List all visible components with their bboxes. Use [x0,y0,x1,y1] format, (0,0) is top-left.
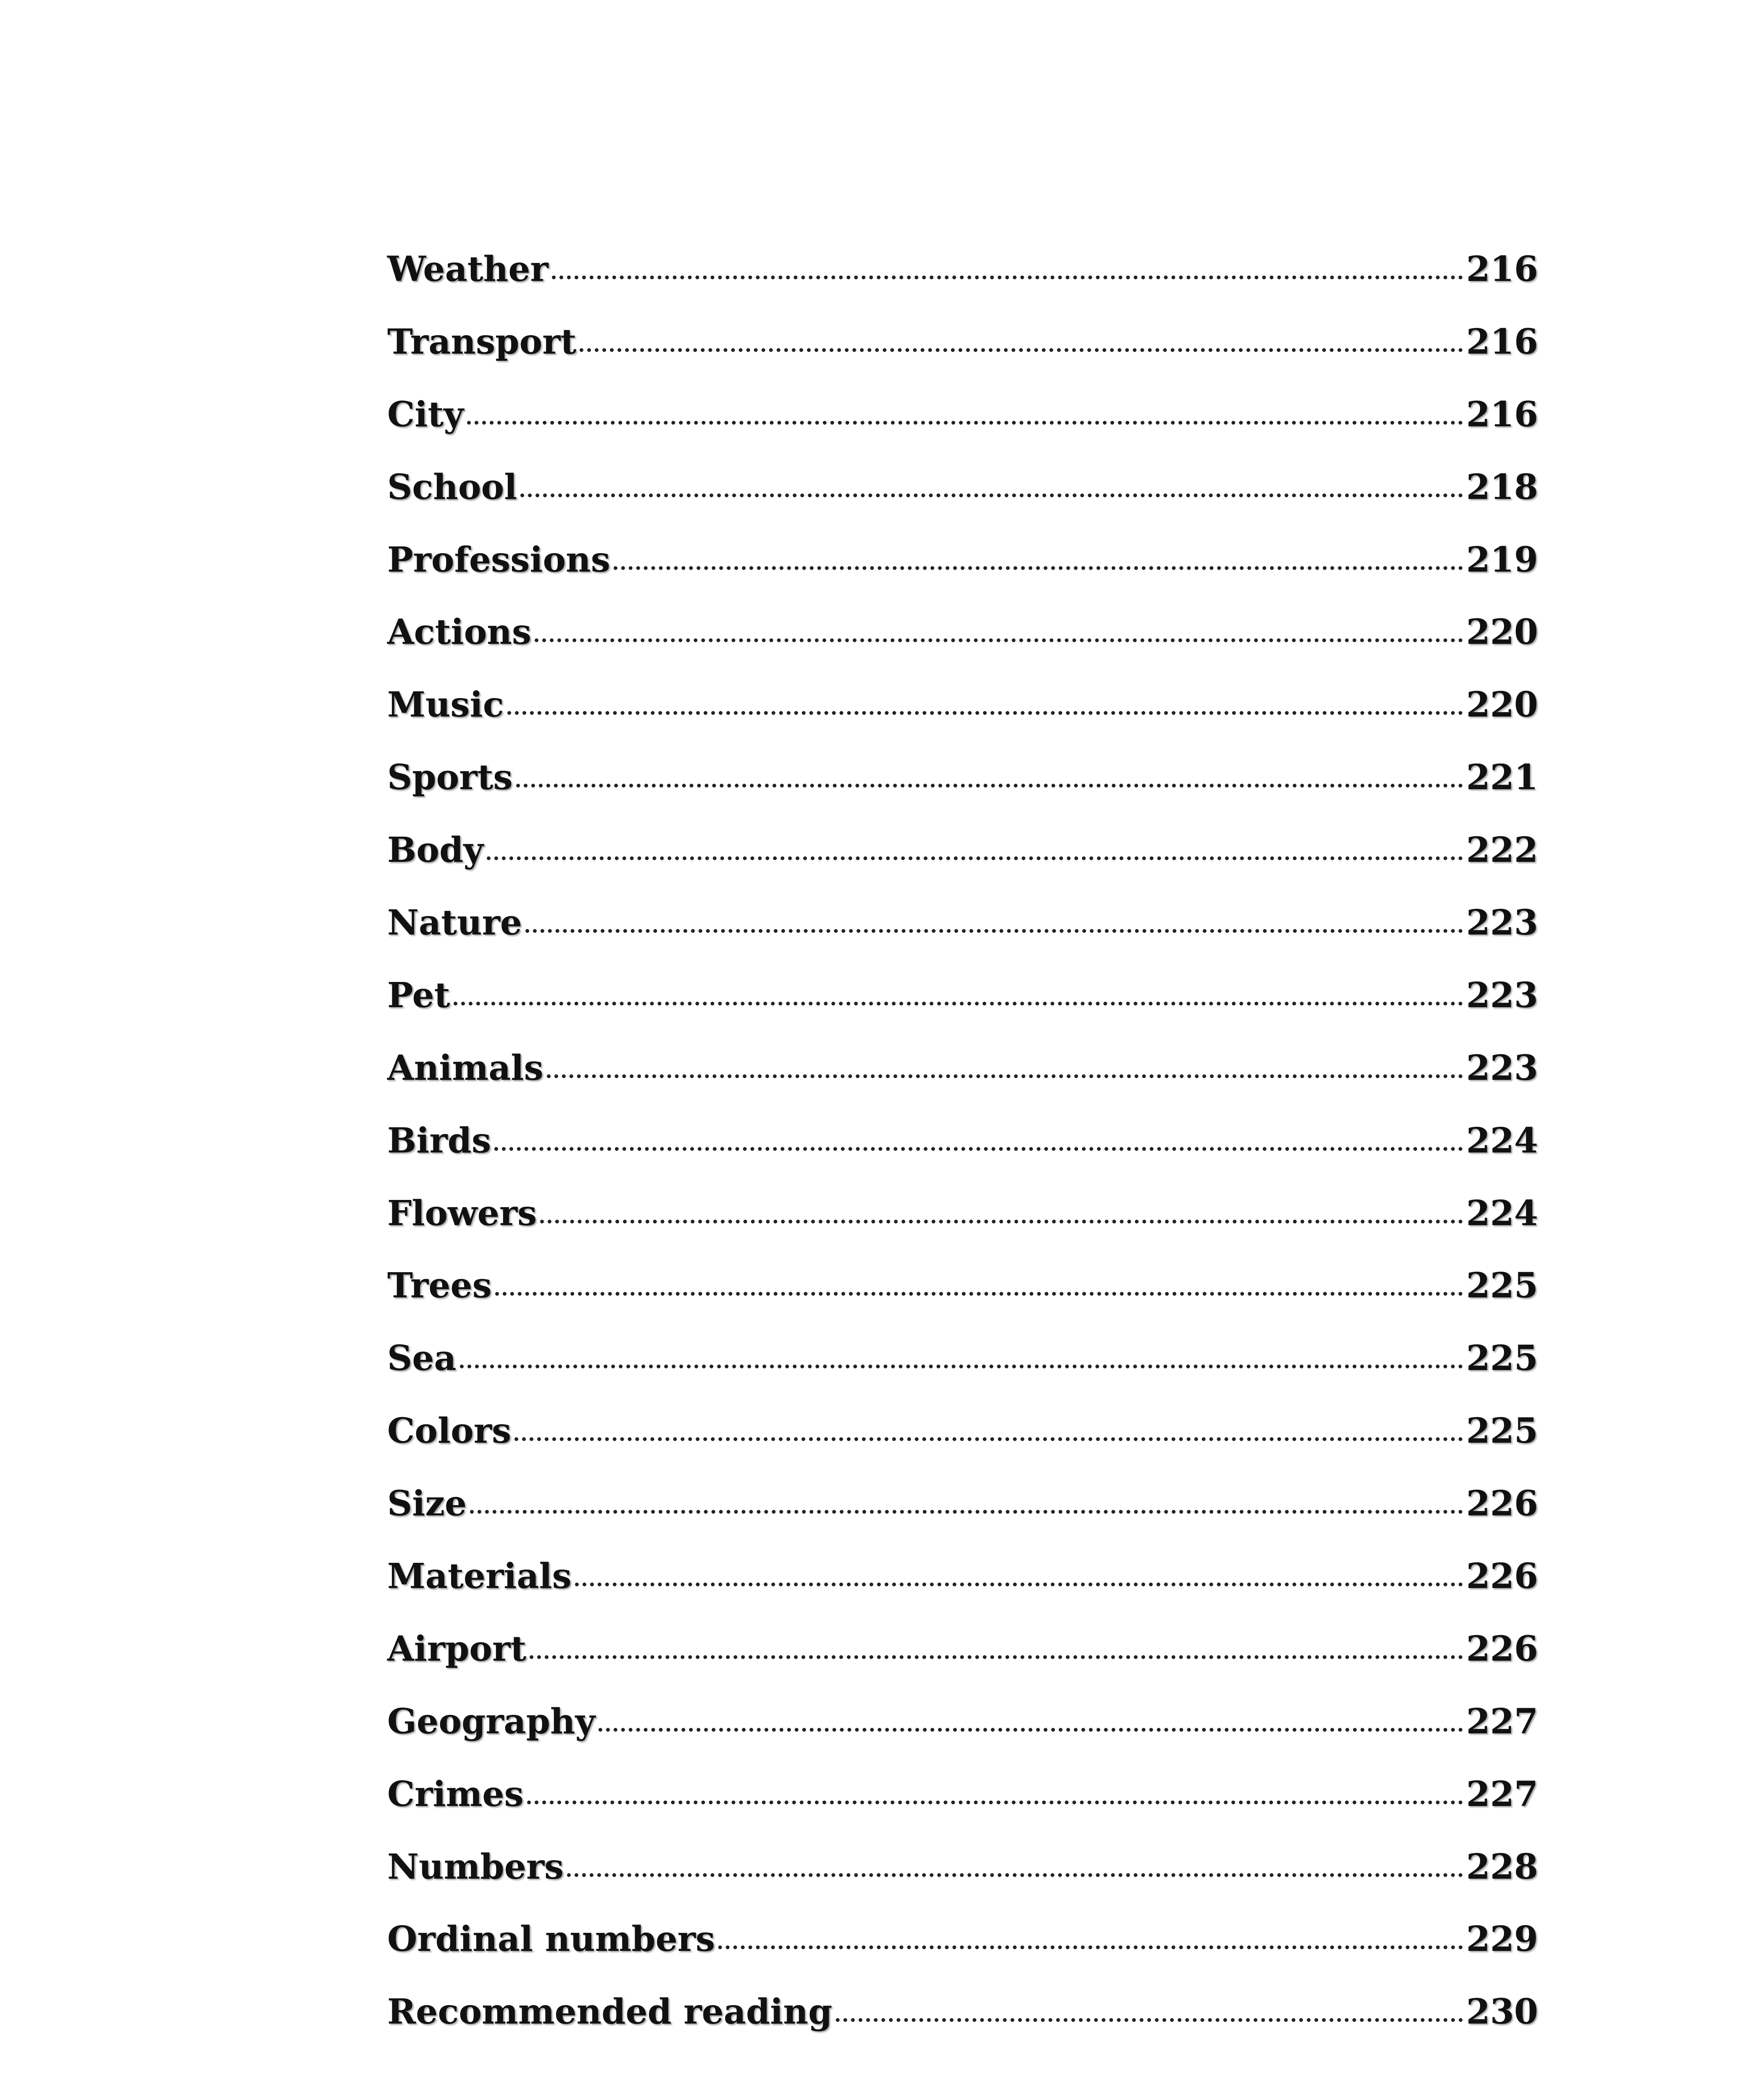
toc-entry-title: Airport [387,1628,527,1669]
toc-entry[interactable] [387,1992,1538,2067]
dot-leader [540,1220,1463,1223]
toc-entry-page-number: 229 [1466,1919,1538,1960]
dot-leader [514,1437,1463,1441]
toc-entry-page-number: 219 [1466,539,1538,580]
toc-entry-page-number: 224 [1466,1193,1538,1234]
toc-entry-title: Music [387,685,504,725]
dot-leader [552,276,1463,279]
toc-entry-title: Geography [387,1701,596,1742]
toc-entry[interactable] [387,685,1538,760]
toc-entry-page-number: 223 [1466,975,1538,1016]
toc-entry-page-number: 227 [1466,1774,1538,1814]
toc-entry[interactable] [387,757,1538,833]
dot-leader [494,1147,1463,1151]
dot-leader [718,1945,1462,1949]
toc-entry[interactable] [387,1846,1538,1922]
toc-entry[interactable] [387,1193,1538,1269]
dot-leader [507,711,1463,715]
toc-entry-page-number: 216 [1466,321,1538,362]
toc-entry-page-number: 220 [1466,612,1538,653]
toc-entry[interactable] [387,1701,1538,1777]
dot-leader [454,1002,1463,1005]
toc-entry-title: Trees [387,1265,492,1306]
toc-entry[interactable] [387,1774,1538,1850]
toc-entry[interactable] [387,1556,1538,1632]
dot-leader [580,348,1463,352]
dot-leader [460,1365,1463,1368]
toc-entry[interactable] [387,321,1538,397]
dot-leader [495,1292,1463,1296]
toc-entry[interactable] [387,1047,1538,1124]
toc-entry-page-number: 226 [1466,1628,1538,1669]
table-of-contents [387,249,1538,2067]
dot-leader [614,566,1463,570]
toc-entry-title: Size [387,1483,467,1524]
toc-entry-page-number: 226 [1466,1483,1538,1524]
toc-entry-title: Body [387,830,483,871]
toc-entry-title: Flowers [387,1193,537,1234]
toc-entry-title: Birds [387,1120,491,1161]
toc-entry[interactable] [387,1483,1538,1559]
dot-leader [487,856,1463,860]
dot-leader [547,1074,1463,1078]
dot-leader [527,1801,1463,1804]
toc-entry-page-number: 223 [1466,1047,1538,1088]
toc-entry[interactable] [387,1120,1538,1196]
toc-entry-page-number: 218 [1466,467,1538,507]
dot-leader [525,929,1463,933]
toc-entry-page-number: 225 [1466,1411,1538,1452]
toc-entry-page-number: 225 [1466,1338,1538,1379]
toc-entry[interactable] [387,830,1538,906]
dot-leader [535,638,1463,642]
toc-entry-title: Transport [387,321,577,362]
toc-entry-page-number: 216 [1466,249,1538,289]
toc-entry-page-number: 228 [1466,1846,1538,1887]
toc-entry[interactable] [387,394,1538,470]
toc-entry-title: Actions [387,612,532,653]
toc-entry[interactable] [387,1265,1538,1341]
toc-entry-title: City [387,394,464,435]
toc-entry-title: Sea [387,1338,457,1379]
toc-entry-page-number: 230 [1466,1992,1538,2032]
toc-entry[interactable] [387,1411,1538,1486]
toc-entry-title: Animals [387,1047,543,1088]
toc-entry-page-number: 222 [1466,830,1538,871]
dot-leader [516,784,1463,788]
toc-entry[interactable] [387,539,1538,615]
dot-leader [470,1510,1463,1514]
toc-entry-title: Crimes [387,1774,524,1814]
toc-entry-page-number: 224 [1466,1120,1538,1161]
dot-leader [530,1655,1463,1659]
toc-entry[interactable] [387,975,1538,1051]
toc-entry-page-number: 226 [1466,1556,1538,1597]
toc-entry-title: Sports [387,757,513,798]
dot-leader [567,1873,1463,1877]
toc-entry-title: Colors [387,1411,512,1452]
dot-leader [575,1583,1463,1586]
toc-entry-title: Pet [387,975,450,1016]
toc-entry-page-number: 216 [1466,394,1538,435]
toc-entry-title: Recommended reading [387,1992,832,2032]
toc-entry-title: Ordinal numbers [387,1919,715,1960]
toc-entry-page-number: 225 [1466,1265,1538,1306]
toc-entry[interactable] [387,1338,1538,1414]
toc-entry-page-number: 223 [1466,903,1538,943]
toc-entry[interactable] [387,1628,1538,1704]
toc-entry-title: School [387,467,517,507]
toc-entry[interactable] [387,467,1538,543]
toc-entry-title: Materials [387,1556,572,1597]
toc-entry[interactable] [387,1919,1538,1995]
toc-entry-page-number: 227 [1466,1701,1538,1742]
toc-entry[interactable] [387,249,1538,325]
toc-entry-title: Weather [387,249,549,289]
dot-leader [467,421,1463,425]
toc-entry-title: Nature [387,903,522,943]
toc-entry[interactable] [387,612,1538,688]
toc-entry-title: Numbers [387,1846,564,1887]
dot-leader [520,494,1463,497]
toc-entry[interactable] [387,903,1538,978]
toc-entry-title: Professions [387,539,610,580]
dot-leader [836,2018,1463,2022]
dot-leader [598,1728,1463,1732]
toc-entry-page-number: 220 [1466,685,1538,725]
toc-entry-page-number: 221 [1466,757,1538,798]
